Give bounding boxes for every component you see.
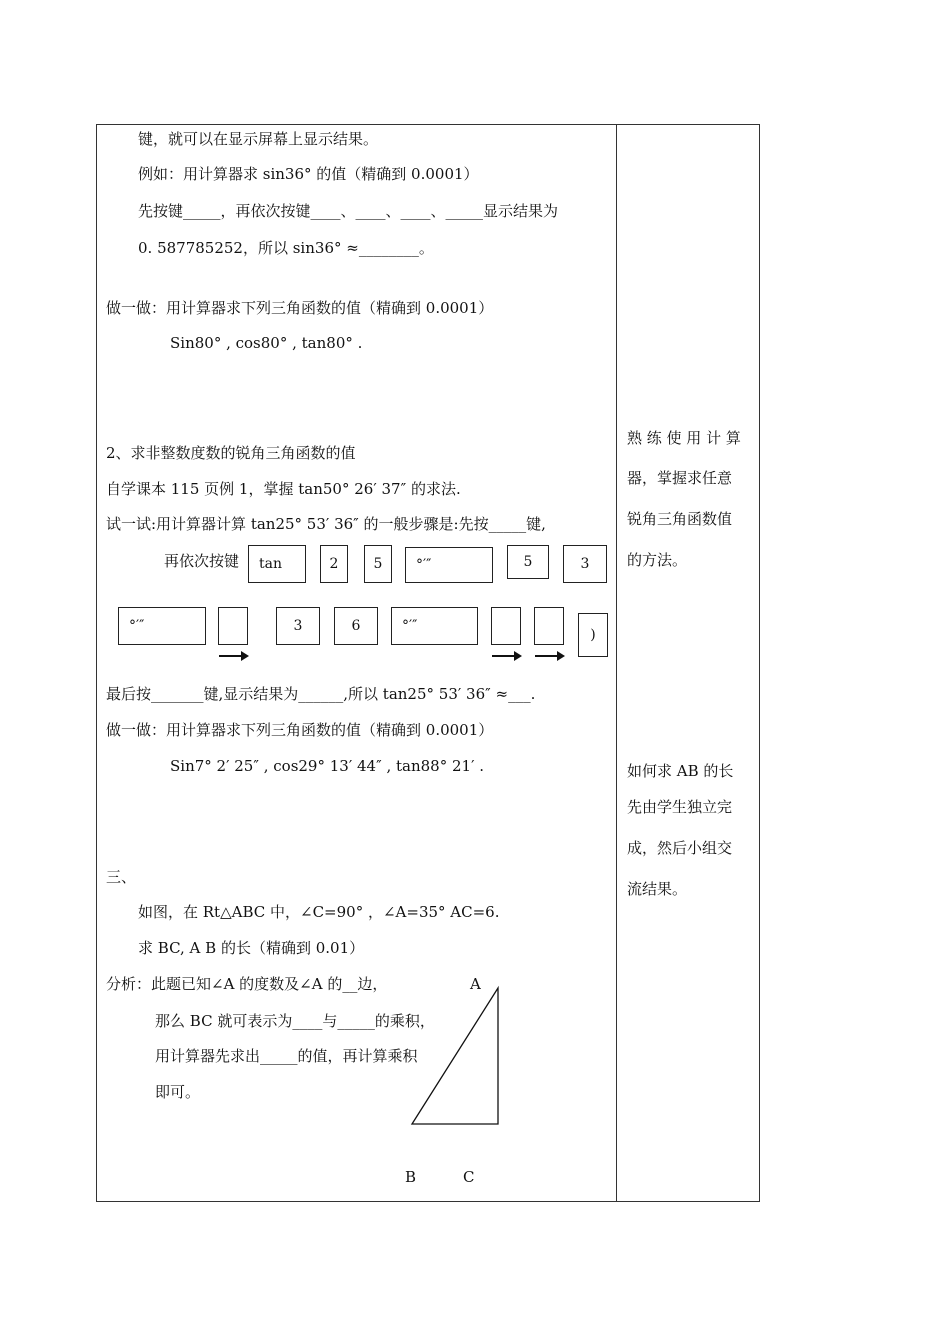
- text-result1: 0. 587785252，所以 sin36° ≈________。: [138, 239, 434, 257]
- text-analysis4: 即可。: [155, 1083, 201, 1101]
- label-b: B: [405, 1168, 417, 1186]
- text-try1-title: 做一做：用计算器求下列三角函数的值（精确到 0.0001）: [106, 299, 494, 317]
- key-dms: °′″: [405, 547, 493, 583]
- text-try2-items: Sin7° 2′ 25″ , cos29° 13′ 44″ , tan88° 21′ .: [170, 757, 485, 775]
- key-dms: °′″: [391, 607, 478, 645]
- key-dms: °′″: [118, 607, 206, 645]
- text-analysis3: 用计算器先求出_____的值，再计算乘积: [155, 1047, 418, 1065]
- key-digit-3: 3: [563, 545, 607, 583]
- text-try1-items: Sin80° , cos80° , tan80° .: [170, 334, 363, 352]
- side-note2-line4: 流结果。: [627, 880, 688, 898]
- side-note1-line4: 的方法。: [627, 551, 688, 569]
- text-analysis2: 那么 BC 就可表示为____与_____的乘积，: [155, 1012, 435, 1030]
- key-blank: [534, 607, 564, 645]
- text-sec3: 三、: [106, 868, 137, 886]
- text-problem2: 求 BC, A B 的长（精确到 0.01）: [138, 939, 365, 957]
- text-sec2-title: 2、求非整数度数的锐角三角函数的值: [106, 444, 356, 462]
- arrow-icon: [219, 655, 247, 657]
- side-note1-line1: 熟 练 使 用 计 算: [627, 429, 741, 447]
- key-blank: [218, 607, 248, 645]
- key-digit-2: 2: [320, 545, 348, 583]
- text-sec2-try: 试一试:用计算器计算 tan25° 53′ 36″ 的一般步骤是:先按_____键,: [106, 515, 546, 533]
- text-problem1: 如图，在 Rt△ABC 中，∠C=90° ，∠A=35° AC=6.: [138, 903, 500, 921]
- side-note2-line3: 成，然后小组交: [627, 839, 733, 857]
- text-sec2-then: 再依次按键: [164, 552, 240, 570]
- key-digit-6: 6: [334, 607, 378, 645]
- text-analysis1: 分析：此题已知∠A 的度数及∠A 的__边，: [106, 975, 388, 993]
- key-tan: tan: [248, 545, 306, 583]
- text-try2-title: 做一做：用计算器求下列三角函数的值（精确到 0.0001）: [106, 721, 494, 739]
- key-digit-5: 5: [364, 545, 392, 583]
- text-final-press: 最后按_______键,显示结果为______,所以 tan25° 53′ 36″ ≈___.: [106, 685, 536, 703]
- label-a: A: [470, 975, 481, 993]
- label-c: C: [463, 1168, 475, 1186]
- text-steps1: 先按键_____，再依次按键____、____、____、_____显示结果为: [138, 202, 559, 220]
- text-example: 例如：用计算器求 sin36° 的值（精确到 0.0001）: [138, 165, 479, 183]
- side-note1-line3: 锐角三角函数值: [627, 510, 733, 528]
- key-blank: [491, 607, 521, 645]
- arrow-icon: [492, 655, 520, 657]
- key-close-paren: ): [578, 613, 608, 657]
- key-digit-5: 5: [507, 545, 549, 579]
- side-note2-line2: 先由学生独立完: [627, 798, 733, 816]
- arrow-icon: [535, 655, 563, 657]
- text-line-key: 键，就可以在显示屏幕上显示结果。: [138, 130, 379, 148]
- column-divider: [616, 124, 617, 1202]
- triangle-abc: [412, 988, 498, 1124]
- key-digit-3: 3: [276, 607, 320, 645]
- side-note1-line2: 器，掌握求任意: [627, 469, 733, 487]
- side-note2-line1: 如何求 AB 的长: [627, 762, 734, 780]
- triangle-figure: [400, 980, 510, 1130]
- text-sec2-self: 自学课本 115 页例 1，掌握 tan50° 26′ 37″ 的求法.: [106, 480, 461, 498]
